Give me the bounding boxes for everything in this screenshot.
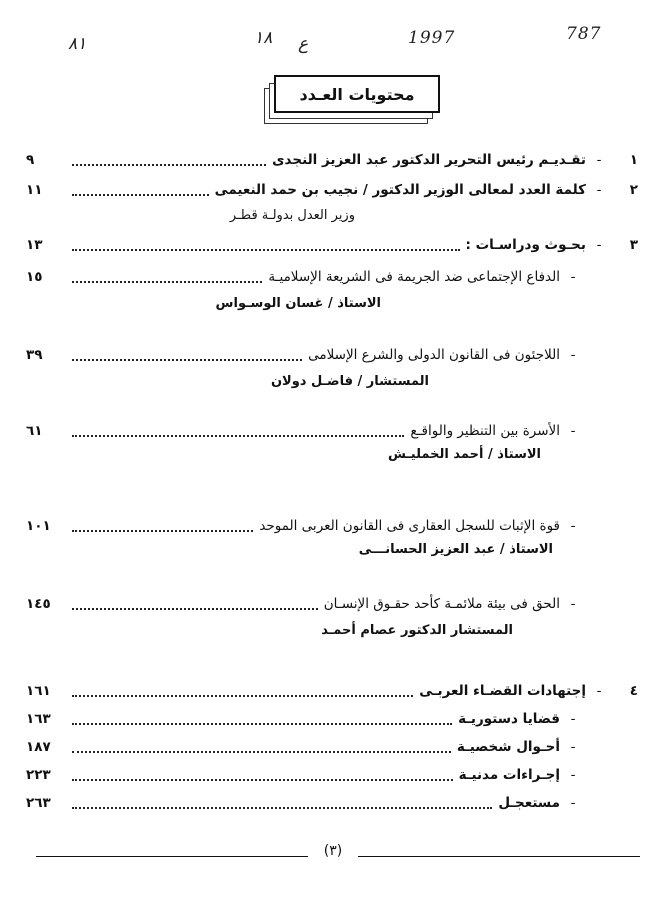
toc-subrow: - أحـوال شخصيـة ١٨٧ xyxy=(26,739,576,755)
toc-row: ١ - تقـديـم رئيس التحرير الدكتور عبد العزيز النجدى ٩ xyxy=(26,152,638,168)
page-number: ١٦١ xyxy=(26,683,51,699)
page-number: ١١ xyxy=(26,182,43,198)
toc-subrow: - الدفاع الإجتماعى ضد الجريمة فى الشريعة الإسلاميـة ١٥ xyxy=(26,269,576,285)
page-number: ٣٩ xyxy=(26,347,43,363)
toc-subrow: - إجـراءات مدنيـة ٢٢٣ xyxy=(26,767,576,783)
page-number: ١٦٣ xyxy=(26,711,51,727)
entry-number: ١ xyxy=(629,152,638,168)
study-author: المستشار الدكتور عصام أحمـد xyxy=(321,623,513,638)
page-number: ١٥ xyxy=(26,269,43,285)
page-number: ٦١ xyxy=(26,423,43,439)
leader-dots xyxy=(72,425,404,437)
entry-title: إجتهادات القضـاء العربـى xyxy=(419,683,586,699)
toc-row: ٣ - بحـوث ودراسـات : ١٣ xyxy=(26,237,638,253)
leader-dots xyxy=(72,797,492,809)
entry-title: بحـوث ودراسـات : xyxy=(465,237,586,253)
entry-title: تقـديـم رئيس التحرير الدكتور عبد العزيز النجدى xyxy=(272,152,586,168)
study-title: الحق فى بيئة ملائمـة كأحد حقـوق الإنسـان xyxy=(323,596,560,612)
toc-subrow: - الأسرة بين التنظير والواقـع ٦١ xyxy=(26,423,576,439)
footer-page-number: (٣) xyxy=(323,843,343,859)
leader-dots xyxy=(72,685,413,697)
leader-dots xyxy=(72,184,209,196)
study-title: قوة الإثبات للسجل العقارى فى القانون العربى الموحد xyxy=(259,518,560,534)
toc-row: ٢ - كلمة العدد لمعالى الوزير الدكتور / نجيب بن حمد النعيمى ١١ xyxy=(26,182,638,198)
study-author: الاستاذ / غسان الوسـواس xyxy=(215,296,381,311)
subsection-title: أحـوال شخصيـة xyxy=(456,739,560,755)
leader-dots xyxy=(72,239,460,251)
leader-dots xyxy=(72,713,452,725)
leader-dots xyxy=(72,271,262,283)
page-number: ٢٢٣ xyxy=(26,767,51,783)
subsection-title: قضايا دستوريـة xyxy=(458,711,560,727)
entry-number: ٣ xyxy=(629,237,638,253)
toc-row: ٤ - إجتهادات القضـاء العربـى ١٦١ xyxy=(26,683,638,699)
handwritten-letter: ع xyxy=(298,34,309,54)
toc-subrow: - مستعجـل ٢٦٣ xyxy=(26,795,576,811)
entry-number: ٤ xyxy=(629,683,638,699)
page-number: ١٣ xyxy=(26,237,43,253)
page-number: ٢٦٣ xyxy=(26,795,51,811)
handwritten-number-left: ٨١ xyxy=(68,34,87,54)
page-title: محتويات العـدد xyxy=(274,75,440,113)
leader-dots xyxy=(72,349,302,361)
leader-dots xyxy=(72,741,451,753)
study-title: اللاجئون فى القانون الدولى والشرع الإسلامى xyxy=(308,347,560,363)
study-title: الأسرة بين التنظير والواقـع xyxy=(410,423,560,439)
study-author: المستشار / فاضـل دولان xyxy=(270,374,429,389)
page-number: ٩ xyxy=(26,152,35,168)
subsection-title: إجـراءات مدنيـة xyxy=(458,767,560,783)
toc-subrow: - قضايا دستوريـة ١٦٣ xyxy=(26,711,576,727)
page-number: ١٠١ xyxy=(26,518,51,534)
leader-dots xyxy=(72,598,318,610)
leader-dots xyxy=(72,154,266,166)
footer-rule-left xyxy=(36,856,308,857)
handwritten-number-right: 787 xyxy=(566,24,602,44)
toc-subrow: - قوة الإثبات للسجل العقارى فى القانون العربى الموحد ١٠١ xyxy=(26,518,576,534)
study-author: الاستاذ / أحمد الخمليـش xyxy=(387,447,541,462)
footer-rule-right xyxy=(358,856,640,857)
toc-subrow: - اللاجئون فى القانون الدولى والشرع الإسلامى ٣٩ xyxy=(26,347,576,363)
page-number: ١٨٧ xyxy=(26,739,51,755)
toc-subrow: - الحق فى بيئة ملائمـة كأحد حقـوق الإنسـان ١٤٥ xyxy=(26,596,576,612)
leader-dots xyxy=(72,520,253,532)
page-number: ١٤٥ xyxy=(26,596,51,612)
study-title: الدفاع الإجتماعى ضد الجريمة فى الشريعة الإسلاميـة xyxy=(268,269,560,285)
handwritten-number-mid: ١٨ xyxy=(254,28,273,48)
subsection-title: مستعجـل xyxy=(498,795,560,811)
entry-subtitle: وزير العدل بدولـة قطـر xyxy=(229,208,355,223)
entry-number: ٢ xyxy=(629,182,638,198)
entry-title: كلمة العدد لمعالى الوزير الدكتور / نجيب بن حمد النعيمى xyxy=(214,182,586,198)
leader-dots xyxy=(72,769,453,781)
handwritten-year: 1997 xyxy=(408,28,456,48)
study-author: الاستاذ / عبد العزيز الحسانـــى xyxy=(358,542,553,557)
